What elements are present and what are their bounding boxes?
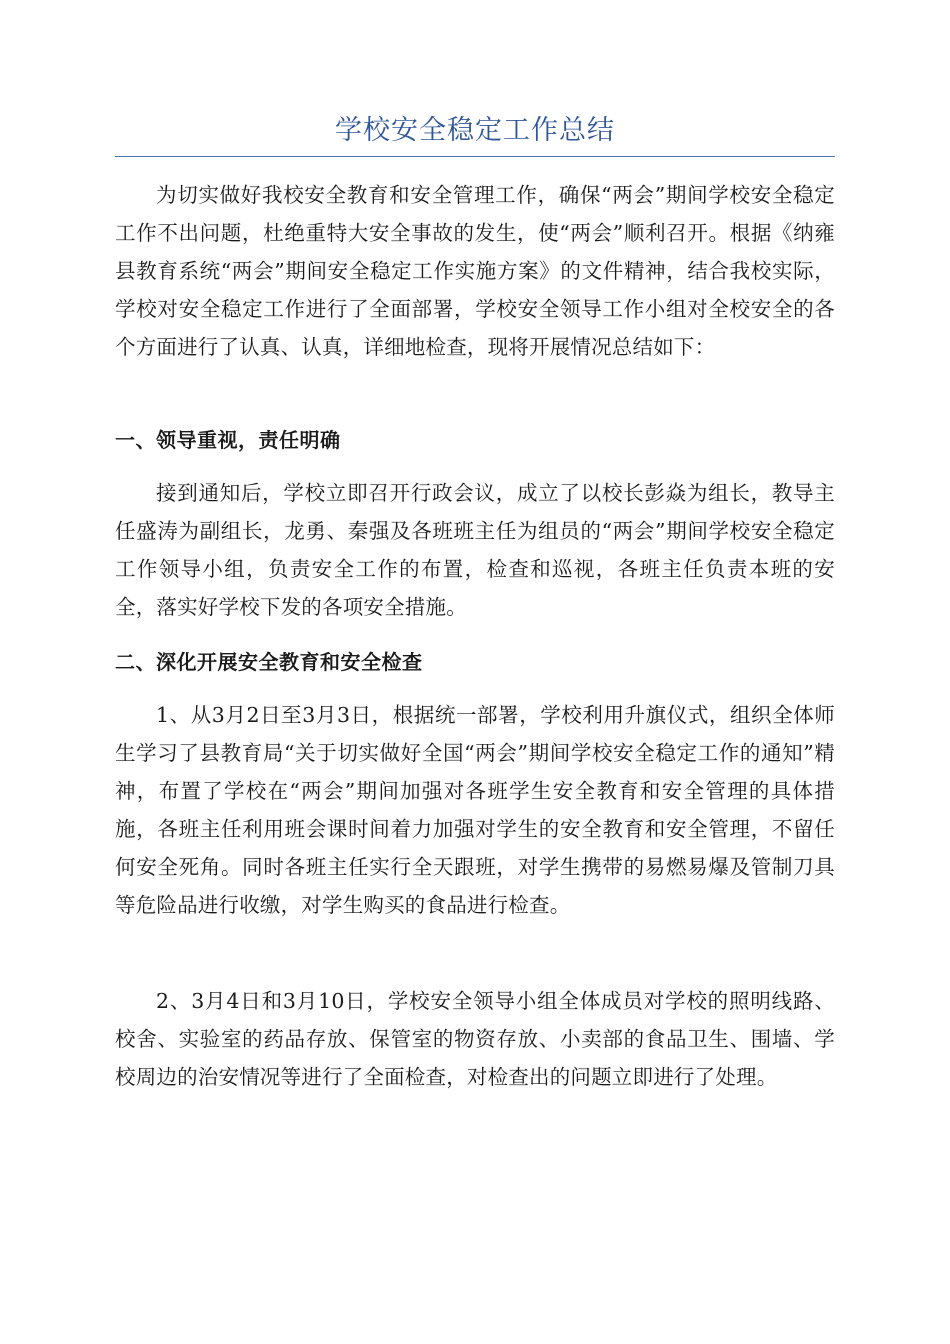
document-title: 学校安全稳定工作总结 [335, 115, 615, 146]
section-1-paragraph: 接到通知后，学校立即召开行政会议，成立了以校长彭焱为组长，教导主任盛涛为副组长，龙勇、秦强及各班班主任为组员的“两会”期间学校安全稳定工作领导小组，负责安全工作的布置，检查和巡视，各班主任负责本班的安全，落实好学校下发的各项安全措施。 [115, 481, 835, 619]
title-block [115, 108, 835, 157]
section-2-paragraph-2: 2、3月4日和3月10日，学校安全领导小组全体成员对学校的照明线路、校舍、实验室的药品存放、保管室的物资存放、小卖部的食品卫生、围墙、学校周边的治安情况等进行了全面检查，对检查出的问题立即进行了处理。 [115, 989, 835, 1089]
section-heading-2: 二、深化开展安全教育和安全检查 [115, 650, 423, 674]
section-2-paragraph-1: 1、从3月2日至3月3日，根据统一部署，学校利用升旗仪式，组织全体师生学习了县教育局“关于切实做好全国“两会”期间学校安全稳定工作的通知”精神，布置了学校在“两会”期间加强对各班学生安全教育和安全管理的具体措施，各班主任利用班会课时间着力加强对学生的安全教育和安全管理，不留任何安全死角。同时各班主任实行全天跟班，对学生携带的易燃易爆及管制刀具等危险品进行收缴，对学生购买的食品进行检查。 [115, 703, 835, 917]
section-heading-1: 一、领导重视，责任明确 [115, 428, 341, 452]
intro-paragraph: 为切实做好我校安全教育和安全管理工作，确保“两会”期间学校安全稳定工作不出问题，杜绝重特大安全事故的发生，使“两会”顺利召开。根据《纳雍县教育系统“两会”期间安全稳定工作实施方案》的文件精神，结合我校实际，学校对安全稳定工作进行了全面部署，学校安全领导工作小组对全校安全的各个方面进行了认真、认真，详细地检查，现将开展情况总结如下： [115, 183, 835, 359]
